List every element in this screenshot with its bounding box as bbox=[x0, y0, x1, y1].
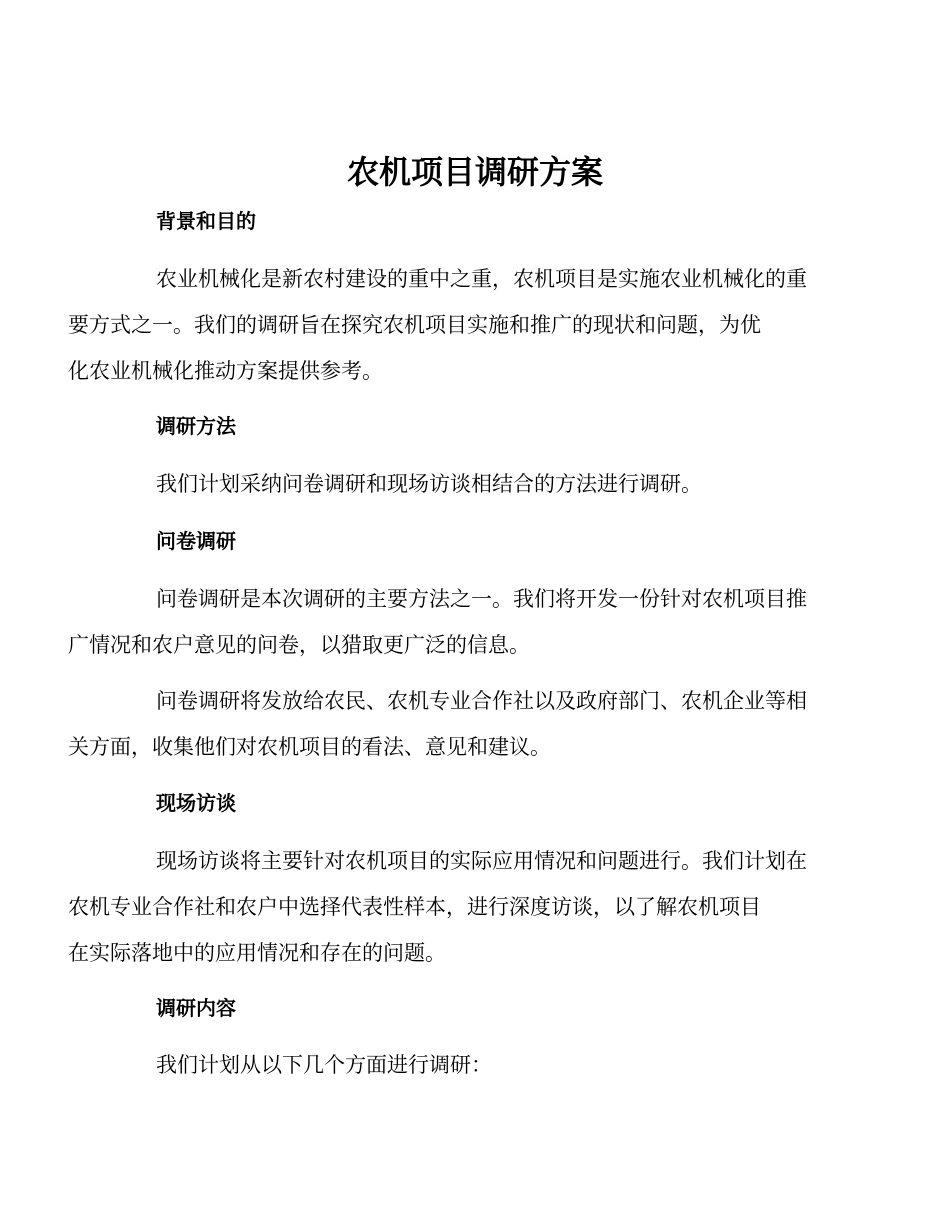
paragraph-line: 我们计划从以下几个方面进行调研： bbox=[156, 1053, 492, 1077]
document-title: 农机项目调研方案 bbox=[346, 153, 603, 191]
paragraph-content bbox=[112, 1042, 832, 1088]
paragraph-line: 要方式之一。我们的调研旨在探究农机项目实施和推广的现状和问题，为优 bbox=[68, 313, 761, 337]
paragraph-background bbox=[68, 256, 832, 394]
paragraph-line: 化农业机械化推动方案提供参考。 bbox=[68, 359, 383, 383]
paragraph-survey-2 bbox=[68, 678, 832, 770]
paragraph-line: 在实际落地中的应用情况和存在的问题。 bbox=[68, 941, 446, 965]
section-heading-survey: 问卷调研 bbox=[156, 529, 236, 553]
paragraph-line: 农业机械化是新农村建设的重中之重，农机项目是实施农业机械化的重 bbox=[156, 267, 807, 291]
paragraph-line: 关方面，收集他们对农机项目的看法、意见和建议。 bbox=[68, 735, 551, 759]
section-heading-content: 调研内容 bbox=[156, 996, 236, 1020]
paragraph-interview bbox=[68, 838, 832, 976]
paragraph-line: 我们计划采纳问卷调研和现场访谈相结合的方法进行调研。 bbox=[156, 472, 702, 496]
paragraph-line: 问卷调研是本次调研的主要方法之一。我们将开发一份针对农机项目推 bbox=[156, 587, 807, 611]
paragraph-line: 广情况和农户意见的问卷，以猎取更广泛的信息。 bbox=[68, 633, 530, 657]
section-heading-method: 调研方法 bbox=[156, 414, 236, 438]
paragraph-line: 问卷调研将发放给农民、农机专业合作社以及政府部门、农机企业等相 bbox=[156, 689, 807, 713]
section-heading-background: 背景和目的 bbox=[156, 209, 256, 233]
section-heading-interview: 现场访谈 bbox=[156, 791, 236, 815]
paragraph-line: 现场访谈将主要针对农机项目的实际应用情况和问题进行。我们计划在 bbox=[156, 849, 807, 873]
paragraph-survey-1 bbox=[68, 576, 832, 668]
paragraph-method bbox=[112, 461, 832, 507]
paragraph-line: 农机专业合作社和农户中选择代表性样本，进行深度访谈，以了解农机项目 bbox=[68, 895, 761, 919]
